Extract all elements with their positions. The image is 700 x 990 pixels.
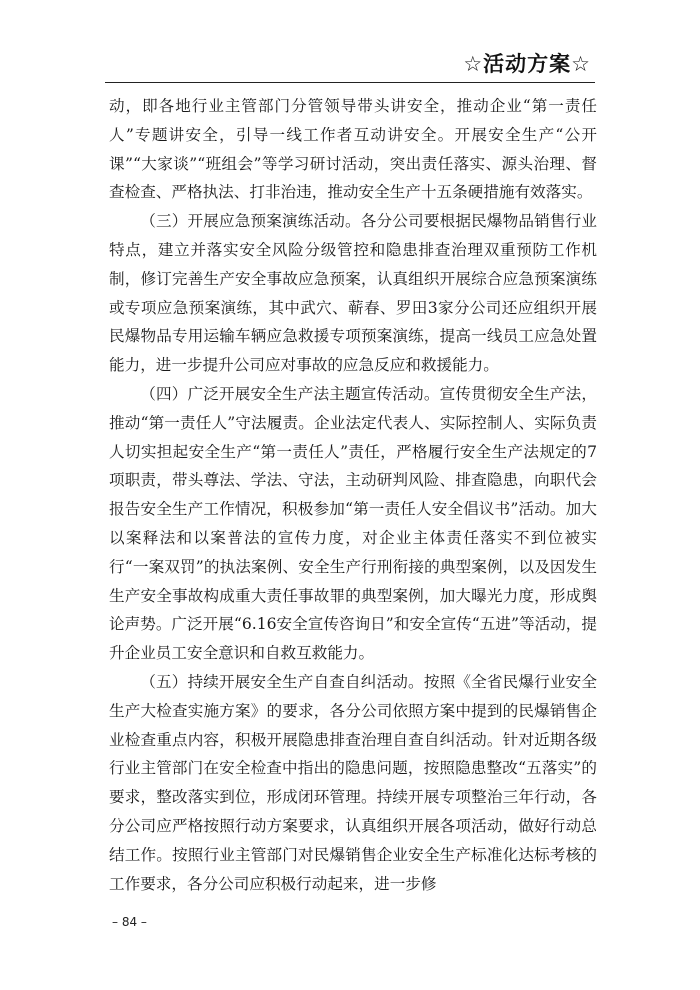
paragraph-self-inspection: （五）持续开展安全生产自查自纠活动。按照《全省民爆行业安全生产大检查实施方案》的要求，各分公司依照方案中提到的民爆销售企业检查重点内容，积极开展隐患排查治理自查自纠活动。针对近期各级行业主管部门在安全检查中指出的隐患问题，按照隐患整改“五落实”的要求，整改落实到位，形成闭环管理。持续开展专项整治三年行动，各分公司应严格按照行动方案要求，认真组织开展各项活动，做好行动总结工作。按照行业主管部门对民爆销售企业安全生产标准化达标考核的工作要求，各分公司应积极行动起来，进一步修 [109,672,597,893]
paragraph-emergency-drill: （三）开展应急预案演练活动。各分公司要根据民爆物品销售行业特点，建立并落实安全风险分级管控和隐患排查治理双重预防工作机制，修订完善生产安全事故应急预案，认真组织开展综合应急预案演练或专项应急预案演练，其中武穴、蕲春、罗田3家分公司还应组织开展民爆物品专用运输车辆应急救援专项预案演练，提高一线员工应急处置能力，进一步提升公司应对事故的应急反应和救援能力。 [109,212,597,375]
document-body [109,92,597,898]
header-title: ☆活动方案☆ [463,52,591,76]
page-header [105,46,595,83]
page-number: – 84 – [112,915,147,929]
paragraph-law-publicity: （四）广泛开展安全生产法主题宣传活动。宣传贯彻安全生产法，推动“第一责任人”守法履责。企业法定代表人、实际控制人、实际负责人切实担起安全生产“第一责任人”责任，严格履行安全生产法规定的7项职责，带头尊法、学法、守法，主动研判风险、排查隐患，向职代会报告安全生产工作情况，积极参加“第一责任人安全倡议书”活动。加大以案释法和以案普法的宣传力度，对企业主体责任落实不到位被实行“一案双罚”的执法案例、安全生产行刑衔接的典型案例，以及因发生生产安全事故构成重大责任事故罪的典型案例，加大曝光力度，形成舆论声势。广泛开展“6.16安全宣传咨询日”和安全宣传“五进”等活动，提升企业员工安全意识和自救互救能力。 [109,384,597,663]
paragraph-continuation: 动，即各地行业主管部门分管领导带头讲安全，推动企业“第一责任人”专题讲安全，引导一线工作者互动讲安全。开展安全生产“公开课”“大家谈”“班组会”等学习研讨活动，突出责任落实、源头治理、督查检查、严格执法、打非治违，推动安全生产十五条硬措施有效落实。 [109,97,597,202]
